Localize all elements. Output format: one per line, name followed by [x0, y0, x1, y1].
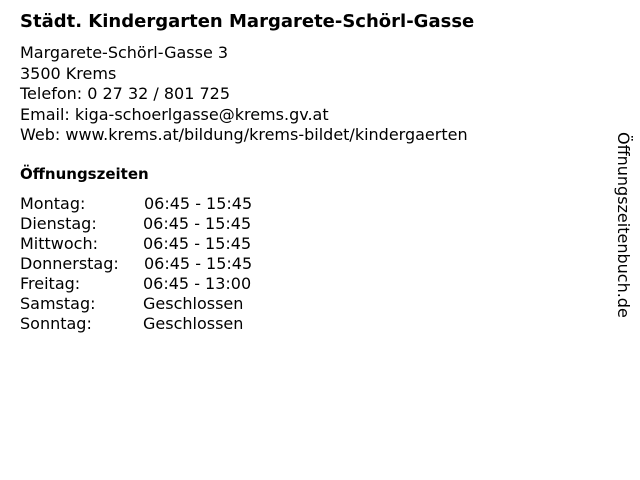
address-city: 3500 Krems: [20, 63, 117, 83]
day-label: Donnerstag:: [20, 254, 119, 273]
hours-row-wednesday: [20, 234, 252, 254]
hours-row-sunday: [20, 314, 252, 334]
day-time: 06:45 - 15:45: [143, 214, 252, 233]
day-label: Samstag:: [20, 294, 96, 313]
day-label: Sonntag:: [20, 314, 92, 333]
day-time: Geschlossen: [143, 314, 244, 333]
day-label: Dienstag:: [20, 214, 97, 233]
hours-heading: Öffnungszeiten: [20, 165, 149, 183]
hours-table: [20, 194, 252, 334]
day-label: Freitag:: [20, 274, 81, 293]
brand-text: Öffnungszeitenbuch.de: [614, 132, 633, 318]
hours-row-tuesday: [20, 214, 252, 234]
brand-watermark: [612, 132, 634, 362]
day-label: Montag:: [20, 194, 86, 213]
day-time: 06:45 - 13:00: [143, 274, 252, 293]
address-street: Margarete-Schörl-Gasse 3: [20, 43, 229, 62]
day-time: Geschlossen: [143, 294, 244, 313]
hours-row-thursday: [20, 254, 252, 274]
hours-row-monday: [20, 194, 252, 214]
phone-line: Telefon: 0 27 32 / 801 725: [20, 84, 231, 103]
page-title: Städt. Kindergarten Margarete-Schörl-Gasse: [20, 11, 475, 32]
day-time: 06:45 - 15:45: [143, 234, 252, 253]
day-time: 06:45 - 15:45: [144, 194, 253, 213]
day-label: Mittwoch:: [20, 234, 98, 253]
hours-row-friday: [20, 274, 252, 294]
hours-row-saturday: [20, 294, 252, 314]
web-line: Web: www.krems.at/bildung/krems-bildet/kindergaerten: [20, 125, 468, 144]
contact-block: [20, 43, 468, 146]
email-line: Email: kiga-schoerlgasse@krems.gv.at: [20, 104, 329, 124]
day-time: 06:45 - 15:45: [144, 254, 253, 273]
